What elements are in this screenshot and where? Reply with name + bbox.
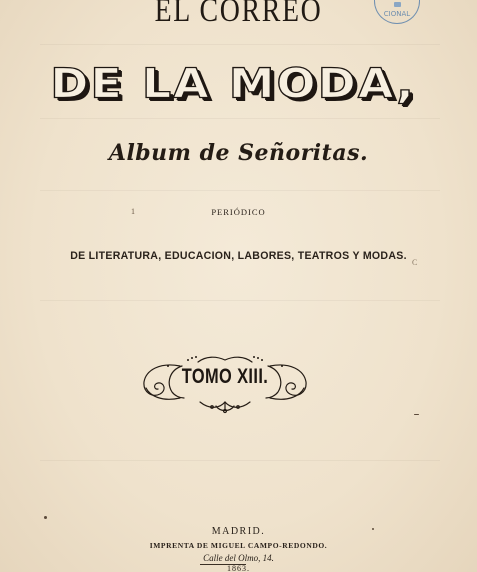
topics-line: DE LITERATURA, EDUCACION, LABORES, TEATROS Y MODAS. (70, 250, 407, 262)
paper-speck (414, 414, 419, 415)
main-title: DE LA MODA, (50, 58, 416, 108)
bleed-through-line (40, 118, 440, 119)
imprint-printer: IMPRENTA DE MIGUEL CAMPO-REDONDO. (149, 541, 328, 550)
bleed-through-line (40, 44, 440, 45)
margin-mark: C (412, 258, 418, 267)
subtitle: Album de Señoritas. (108, 140, 369, 166)
volume-label: TOMO XIII. (181, 365, 269, 388)
bleed-through-line (40, 300, 440, 301)
bleed-through-line (40, 190, 440, 191)
stamp-text: CIONAL (383, 10, 411, 18)
bleed-through-line (40, 460, 440, 461)
margin-mark: 1 (131, 207, 135, 216)
periodico-label: PERIÓDICO (211, 207, 266, 217)
imprint-year: 1863. (227, 564, 250, 572)
imprint-city: MADRID. (211, 526, 266, 537)
imprint-address: Calle del Olmo, 14. (203, 553, 274, 563)
paper-speck (44, 516, 47, 519)
title-top-line: EL CORREO (154, 0, 323, 29)
volume-cartouche (140, 352, 310, 414)
